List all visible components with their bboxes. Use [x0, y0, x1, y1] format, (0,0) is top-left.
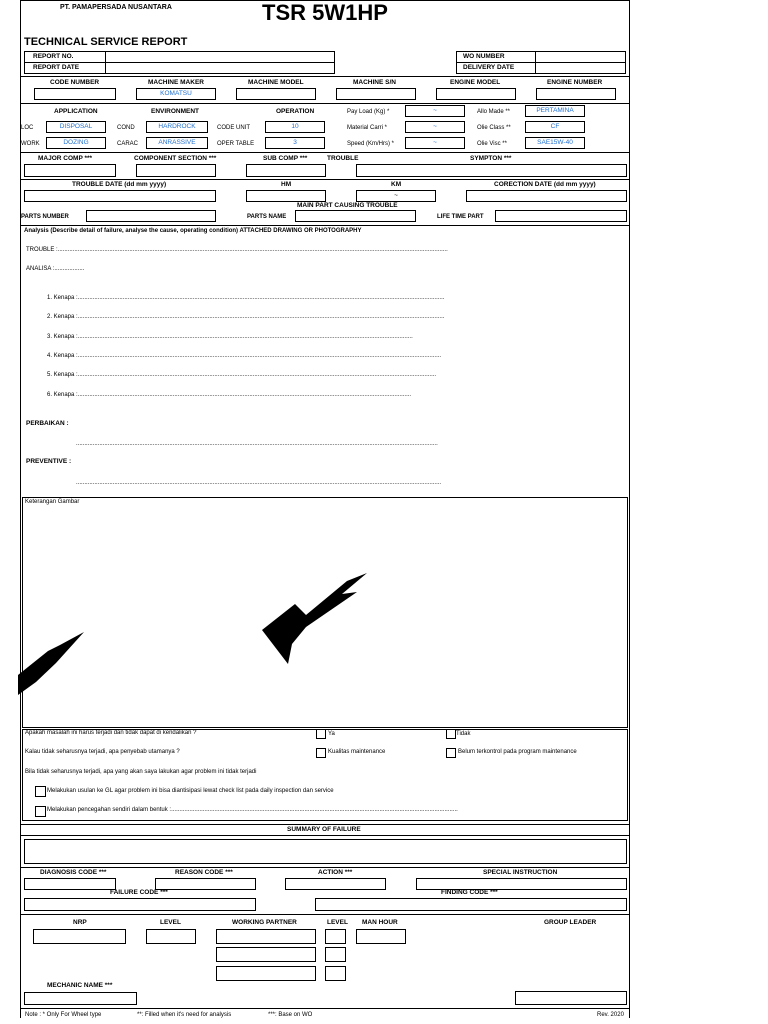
special-instruction-label: SPECIAL INSTRUCTION	[483, 869, 558, 876]
reason-code-field[interactable]	[155, 878, 256, 890]
oil-visc-field[interactable]: SAE15W-40	[525, 137, 585, 149]
payload-label: Pay Load (Kg) *	[347, 109, 390, 115]
summary-label: SUMMARY OF FAILURE	[287, 826, 361, 833]
footer-note-1: Note : * Only For Wheel type	[25, 1012, 102, 1018]
question-3: Bila tidak seharusnya terjadi, apa yang akan saya lakukan agar problem ini tidak terjadi	[25, 769, 257, 775]
life-time-label: LIFE TIME PART	[437, 214, 484, 220]
partner-field-3[interactable]	[216, 966, 316, 981]
belum-label: Belum terkontrol pada program maintenance	[458, 749, 577, 755]
divider	[20, 835, 630, 836]
speed-label: Speed (Km/Hrs) *	[347, 141, 395, 147]
diagnosis-code-label: DIAGNOSIS CODE ***	[40, 869, 107, 876]
oil-class-label: Olie Class **	[477, 125, 511, 131]
machine-maker-field[interactable]: KOMATSU	[136, 88, 216, 100]
report-date-label: REPORT DATE	[33, 64, 80, 71]
action-label: ACTION ***	[318, 869, 353, 876]
oil-made-label: Allo Made **	[477, 109, 511, 115]
engine-number-label: ENGINE NUMBER	[547, 79, 603, 86]
belum-checkbox[interactable]	[446, 748, 456, 758]
oil-visc-label: Olie Visc **	[477, 141, 507, 147]
kenapa-line-1[interactable]: 1. Kenapa :............................................................................................................................................................................................................................	[47, 295, 445, 301]
main-part-label: MAIN PART CAUSING TROUBLE	[297, 202, 398, 209]
kualitas-checkbox[interactable]	[316, 748, 326, 758]
divider	[20, 824, 630, 825]
oil-class-field[interactable]: CF	[525, 121, 585, 133]
mechanic-name-label: MECHANIC NAME ***	[47, 982, 113, 989]
analysis-heading: Analysis (Describe detail of failure, analyse the cause, operating condition) ATTACHED DRAWING OR PHOTOGRAPHY	[24, 228, 362, 234]
footer-note-2: **: Filled when it's need for analysis	[137, 1012, 232, 1018]
machine-maker-label: MACHINE MAKER	[148, 79, 204, 86]
footer-note-3: ***: Base on WO	[268, 1012, 313, 1018]
level-field[interactable]	[146, 929, 196, 944]
divider	[20, 914, 630, 915]
kualitas-label: Kualitas maintenance	[328, 749, 386, 755]
loc-field[interactable]: DISPOSAL	[46, 121, 106, 133]
finding-code-field[interactable]	[315, 898, 627, 911]
question-1: Apakah masalah ini harus terjadi dan tidak dapat di kendalikan ?	[25, 730, 197, 736]
tidak-label: Tidak	[456, 731, 471, 737]
diagnosis-code-field[interactable]	[24, 878, 116, 890]
ya-label: Ya	[328, 731, 335, 737]
working-partner-label: WORKING PARTNER	[232, 919, 297, 926]
oil-made-field[interactable]: PERTAMINA	[525, 105, 585, 117]
km-field[interactable]: ~	[356, 190, 436, 202]
partner-level-field-2[interactable]	[325, 947, 346, 962]
company-name: PT. PAMAPERSADA NUSANTARA	[60, 4, 172, 11]
group-leader-label: GROUP LEADER	[544, 919, 597, 926]
preventive-label: PREVENTIVE :	[26, 458, 72, 465]
divider	[20, 867, 630, 868]
correction-date-label: CORECTION DATE (dd mm yyyy)	[494, 181, 596, 188]
partner-level-field-1[interactable]	[325, 929, 346, 944]
hm-label: HM	[281, 181, 292, 188]
level-2-label: LEVEL	[327, 919, 348, 926]
material-label: Material Carri *	[347, 125, 388, 131]
oper-table-field[interactable]: 3	[265, 137, 325, 149]
option-1-label: Melakukan usulan ke GL agar problem ini bisa diantisipasi lewat check list pada daily inspection dan service	[47, 788, 334, 794]
payload-field[interactable]: ~	[405, 105, 465, 117]
footer-rev: Rev. 2020	[597, 1012, 624, 1018]
analisa-line[interactable]: ANALISA :..................	[26, 266, 85, 272]
man-hour-label: MAN HOUR	[362, 919, 398, 926]
sympton-label: SYMPTON ***	[470, 155, 512, 162]
frame-bottom	[20, 1008, 630, 1009]
kenapa-line-5[interactable]: 5. Kenapa :.......................................................................................................................................................................................................................	[47, 372, 437, 378]
question-2: Kalau tidak seharusnya terjadi, apa penyebab utamanya ?	[25, 749, 180, 755]
machine-model-label: MACHINE MODEL	[248, 79, 304, 86]
material-field[interactable]: ~	[405, 121, 465, 133]
oper-table-label: OPER TABLE	[217, 141, 255, 147]
trouble-date-label: TROUBLE DATE (dd mm yyyy)	[72, 181, 167, 188]
operation-label: OPERATION	[276, 108, 315, 115]
ya-checkbox[interactable]	[316, 729, 326, 739]
carac-label: CARAC	[117, 141, 139, 147]
report-no-label: REPORT NO.	[33, 53, 74, 60]
failure-code-label: FAILURE CODE ***	[110, 889, 168, 896]
nrp-label: NRP	[73, 919, 87, 926]
sub-comp-label: SUB COMP ***	[263, 155, 308, 162]
kenapa-line-6[interactable]: 6. Kenapa :........................................................................................................................................................................................................	[47, 392, 412, 398]
km-label: KM	[391, 181, 402, 188]
nrp-field[interactable]	[33, 929, 126, 944]
drawing-label: Keterangan Gambar	[25, 499, 80, 505]
speed-field[interactable]: ~	[405, 137, 465, 149]
partner-field-1[interactable]	[216, 929, 316, 944]
kenapa-line-3[interactable]: 3. Kenapa :.........................................................................................................................................................................................................	[47, 334, 413, 340]
perbaikan-line[interactable]: .........................................................................................................................................................................................................................	[76, 441, 438, 447]
option-2-label: Melakukan pencegahan sendiri dalam bentuk :............................................................................................................................................................................	[47, 807, 458, 813]
code-unit-label: CODE UNIT	[217, 125, 250, 131]
arrow-sketch-right	[262, 573, 367, 664]
cond-field[interactable]: HARDROCK	[146, 121, 208, 133]
summary-field[interactable]	[24, 839, 627, 864]
group-leader-field[interactable]	[515, 991, 627, 1005]
preventive-line[interactable]: ...........................................................................................................................................................................................................................	[76, 480, 442, 486]
form-code: TSR 5W1HP	[262, 0, 388, 25]
reason-code-label: REASON CODE ***	[175, 869, 233, 876]
arrow-sketch-left	[18, 632, 84, 695]
action-field[interactable]	[285, 878, 386, 890]
tidak-checkbox[interactable]	[446, 729, 456, 739]
loc-label: LOC	[21, 125, 34, 131]
failure-code-field[interactable]	[24, 898, 256, 911]
kenapa-line-4[interactable]: 4. Kenapa :..........................................................................................................................................................................................................................	[47, 353, 442, 359]
application-label: APPLICATION	[54, 108, 98, 115]
perbaikan-label: PERBAIKAN :	[26, 420, 69, 427]
delivery-date-label: DELIVERY DATE	[463, 64, 515, 71]
form-title: TECHNICAL SERVICE REPORT	[24, 36, 188, 48]
carac-field[interactable]: ANRASSIVE	[146, 137, 208, 149]
engine-model-label: ENGINE MODEL	[450, 79, 501, 86]
mechanic-name-field[interactable]	[24, 992, 137, 1005]
code-number-label: CODE NUMBER	[50, 79, 100, 86]
work-label: WORK	[21, 141, 40, 147]
level-label: LEVEL	[160, 919, 181, 926]
component-section-label: COMPONENT SECTION ***	[134, 155, 217, 162]
option-1-checkbox[interactable]	[35, 786, 46, 797]
major-comp-label: MAJOR COMP ***	[38, 155, 93, 162]
parts-number-label: PARTS NUMBER	[21, 214, 69, 220]
environment-label: ENVIRONMENT	[151, 108, 200, 115]
code-unit-field[interactable]: 10	[265, 121, 325, 133]
machine-sn-label: MACHINE S/N	[353, 79, 396, 86]
option-2-checkbox[interactable]	[35, 806, 46, 817]
trouble-label: TROUBLE	[327, 155, 359, 162]
cond-label: COND	[117, 125, 135, 131]
finding-code-label: FINDING CODE ***	[441, 889, 498, 896]
man-hour-field[interactable]	[356, 929, 406, 944]
work-field[interactable]: DOZING	[46, 137, 106, 149]
parts-name-label: PARTS NAME	[247, 214, 287, 220]
wo-number-label: WO NUMBER	[463, 53, 505, 60]
partner-field-2[interactable]	[216, 947, 316, 962]
trouble-line[interactable]: TROUBLE :..........................................................................................................................................................................................................................................	[26, 247, 448, 253]
partner-level-field-3[interactable]	[325, 966, 346, 981]
kenapa-line-2[interactable]: 2. Kenapa :............................................................................................................................................................................................................................	[47, 314, 445, 320]
